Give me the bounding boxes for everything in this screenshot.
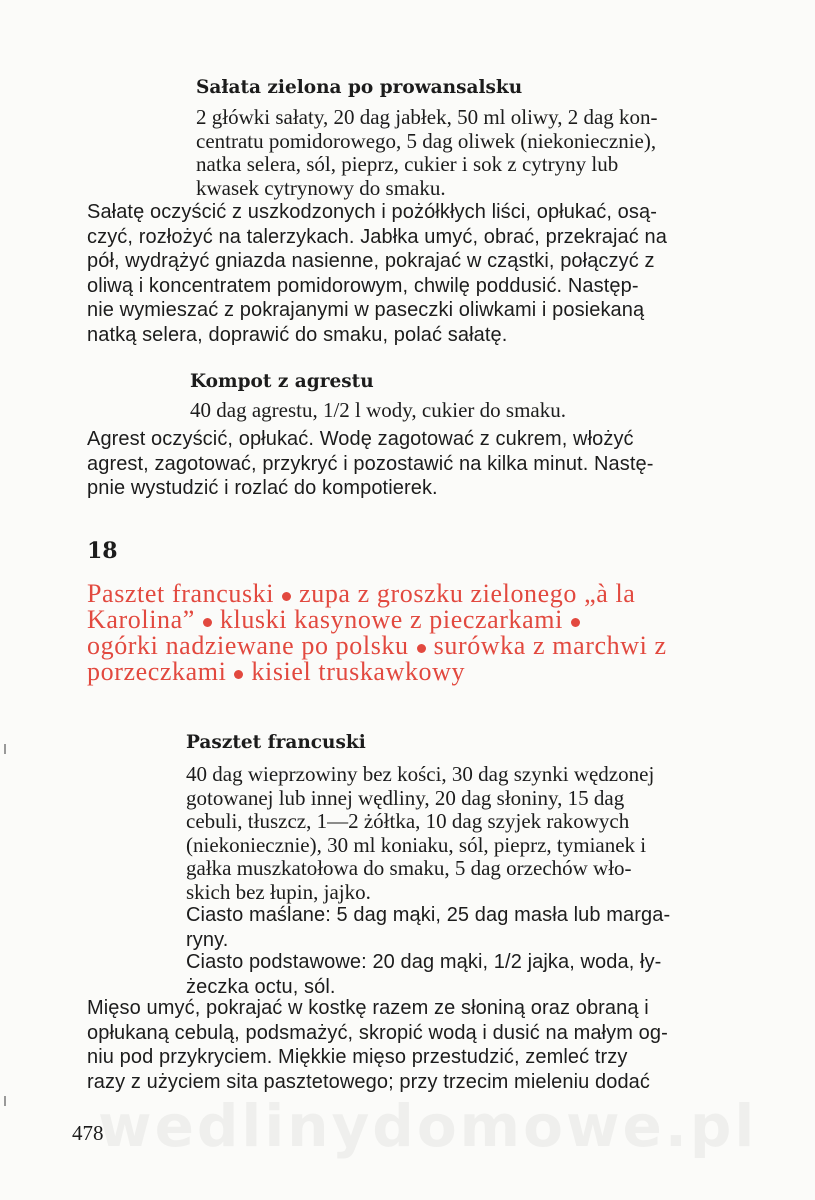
method-line: Mięso umyć, pokrajać w kostkę razem ze słoniną oraz obraną i — [87, 997, 649, 1019]
watermark: wedlinydomowe.pl — [98, 1092, 758, 1160]
menu-item: surówka z marchwi z — [433, 631, 667, 660]
method-line: nie wymieszać z pokrajanymi w paseczki oliwkami i posiekaną — [87, 299, 645, 321]
recipe-title-kompot: Kompot z agrestu — [190, 371, 374, 392]
ingredients-kompot — [190, 399, 750, 423]
recipe-title-salata: Sałata zielona po prowansalsku — [196, 77, 523, 98]
method-line: opłukaną cebulą, podsmażyć, skropić wodą i dusić na małym og- — [87, 1021, 668, 1044]
dough-maslane — [186, 903, 752, 952]
ingredients-pasztet — [186, 763, 752, 904]
bullet-dot-icon — [234, 670, 243, 679]
chapter-number: 18 — [87, 538, 118, 564]
dough-line: ryny. — [186, 928, 229, 951]
dough-line: Ciasto maślane: 5 dag mąki, 25 dag masła lub marga- — [186, 904, 671, 926]
method-line: natką selera, doprawić do smaku, polać sałatę. — [87, 323, 508, 346]
menu-line — [87, 581, 757, 607]
menu-line — [87, 607, 757, 633]
menu-item: porzeczkami — [87, 657, 227, 686]
method-line: agrest, zagotować, przykryć i pozostawić na kilka minut. Nastę- — [87, 452, 654, 475]
scan-mark — [4, 744, 6, 754]
ingredients-line: skich bez łupin, jajko. — [186, 879, 371, 904]
method-line: oliwą i koncentratem pomidorowym, chwilę poddusić. Następ- — [87, 274, 639, 297]
dough-podstawowe — [186, 950, 752, 999]
chapter-menu — [87, 581, 757, 685]
scan-mark — [4, 1096, 6, 1106]
bullet-dot-icon — [417, 644, 426, 653]
ingredients-line: kwasek cytrynowy do smaku. — [196, 175, 446, 200]
ingredients-line: centratu pomidorowego, 5 dag oliwek (niekoniecznie), — [196, 128, 657, 153]
menu-item: zupa z groszku zielonego „à la — [299, 579, 636, 608]
ingredients-line: natka selera, sól, pieprz, cukier i sok z cytryny lub — [196, 152, 619, 176]
menu-item: Pasztet francuski — [87, 579, 275, 608]
method-salata — [87, 200, 757, 347]
menu-item: Karolina” — [87, 605, 195, 634]
method-line: razy z użyciem sita pasztetowego; przy trzecim mieleniu dodać — [87, 1070, 650, 1093]
recipe-title-pasztet: Pasztet francuski — [186, 732, 366, 753]
bullet-dot-icon — [203, 618, 212, 627]
method-pasztet — [87, 996, 757, 1094]
page-number: 478 — [72, 1121, 104, 1145]
dough-line: Ciasto podstawowe: 20 dag mąki, 1/2 jajka, woda, ły- — [186, 951, 662, 973]
ingredients-line: (niekoniecznie), 30 ml koniaku, sól, pieprz, tymianek i — [186, 832, 647, 857]
ingredients-line: gotowanej lub innej wędliny, 20 dag słoniny, 15 dag — [186, 785, 625, 810]
bullet-dot-icon — [571, 618, 580, 627]
menu-item: kluski kasynowe z pieczarkami — [219, 605, 563, 634]
method-line: pnie wystudzić i rozlać do kompotierek. — [87, 477, 438, 499]
method-line: Sałatę oczyścić z uszkodzonych i pożółkłych liści, opłukać, osą- — [87, 201, 657, 223]
ingredients-line: 2 główki sałaty, 20 dag jabłek, 50 ml oliwy, 2 dag kon- — [196, 105, 658, 129]
method-line: Agrest oczyścić, opłukać. Wodę zagotować z cukrem, włożyć — [87, 428, 634, 450]
menu-item: ogórki nadziewane po polsku — [87, 631, 409, 660]
dough-line: żeczka octu, sól. — [186, 975, 336, 998]
method-line: pół, wydrążyć gniazda nasienne, pokrajać w cząstki, połączyć z — [87, 250, 655, 272]
bullet-dot-icon — [282, 592, 291, 601]
ingredients-line: cebuli, tłuszcz, 1—2 żółtka, 10 dag szyjek rakowych — [186, 809, 630, 833]
method-line: niu pod przykryciem. Miękkie mięso przestudzić, zemleć trzy — [87, 1046, 628, 1068]
method-kompot — [87, 427, 757, 501]
menu-line — [87, 659, 757, 685]
menu-item: kisiel truskawkowy — [251, 657, 466, 686]
ingredients-salata — [196, 106, 758, 200]
ingredients-line: gałka muszkatołowa do smaku, 5 dag orzechów wło- — [186, 856, 632, 880]
method-line: czyć, rozłożyć na talerzykach. Jabłka umyć, obrać, przekrajać na — [87, 225, 667, 248]
ingredients-line: 40 dag agrestu, 1/2 l wody, cukier do smaku. — [190, 398, 566, 422]
menu-line — [87, 633, 757, 659]
ingredients-line: 40 dag wieprzowiny bez kości, 30 dag szynki wędzonej — [186, 762, 655, 786]
